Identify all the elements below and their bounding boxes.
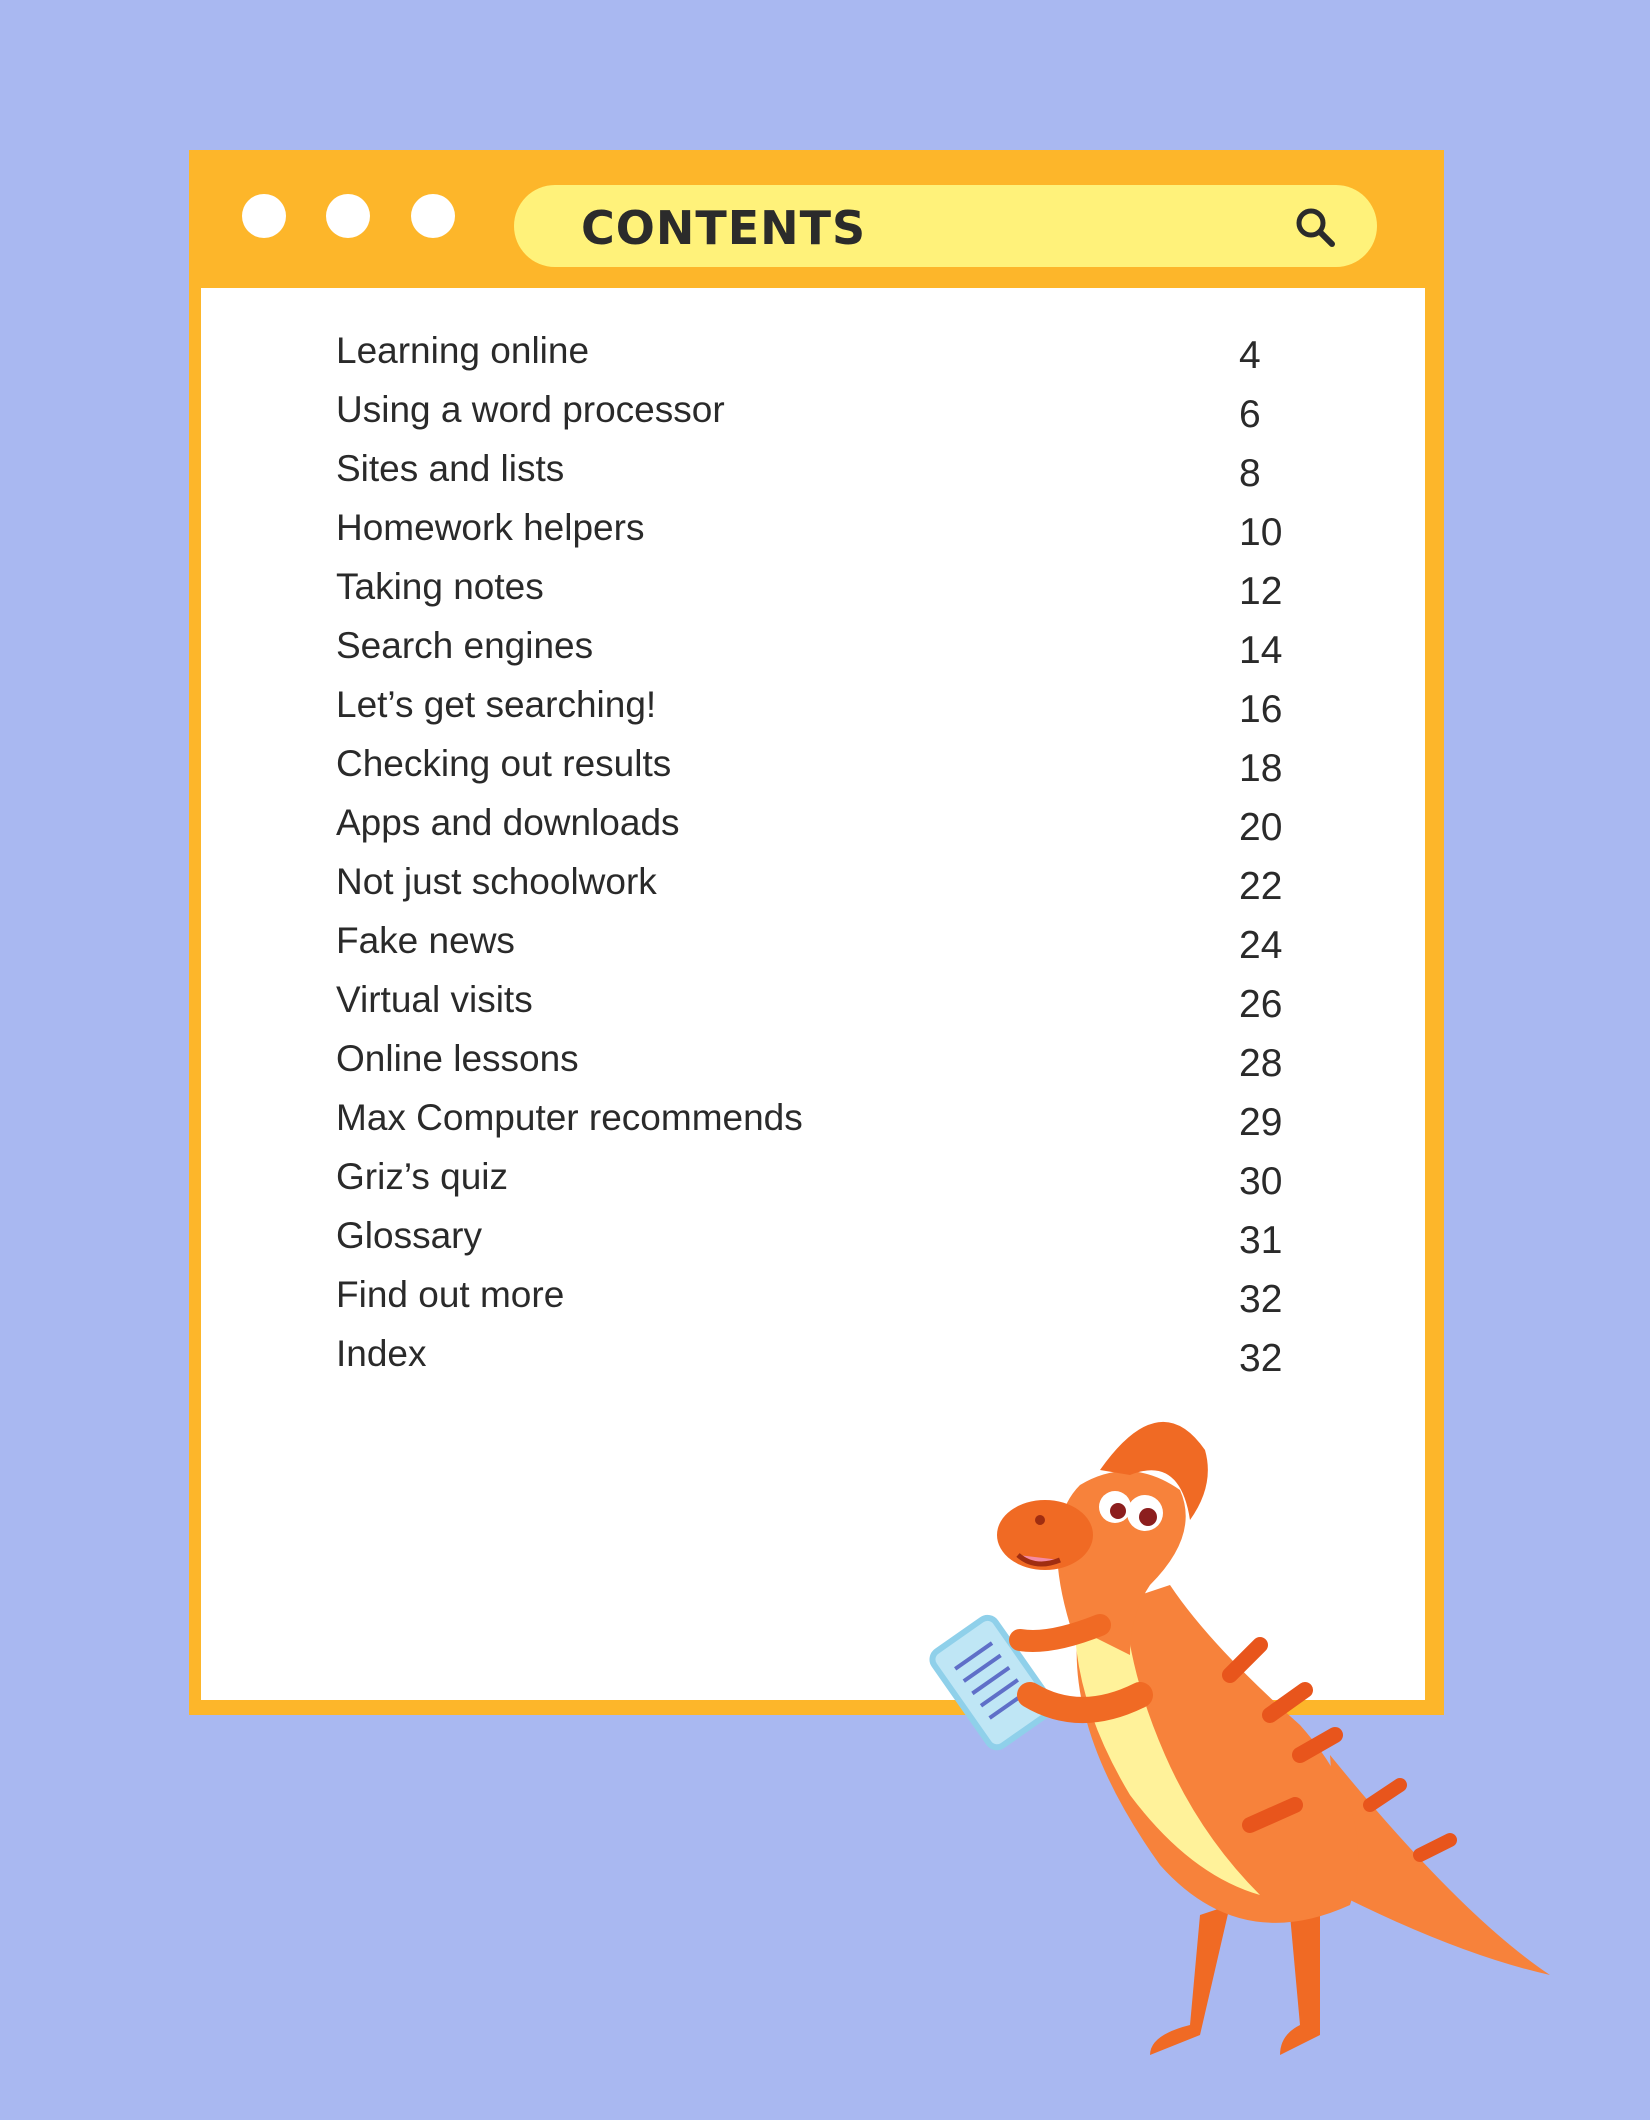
- toc-item[interactable]: [336, 330, 1316, 389]
- toc-item-page: 26: [1239, 983, 1283, 1026]
- table-of-contents: [336, 330, 1316, 1392]
- toc-item-title: Learning online: [336, 330, 590, 371]
- search-icon[interactable]: [1291, 203, 1339, 251]
- toc-item[interactable]: [336, 684, 1316, 743]
- toc-item[interactable]: [336, 566, 1316, 625]
- toc-item-title: Search engines: [336, 625, 594, 666]
- toc-item-page: 29: [1239, 1101, 1283, 1144]
- toc-item-page: 32: [1239, 1337, 1283, 1380]
- toc-item-page: 30: [1239, 1160, 1283, 1203]
- toc-item-page: 14: [1239, 629, 1283, 672]
- toc-item[interactable]: [336, 920, 1316, 979]
- toc-item[interactable]: [336, 1333, 1316, 1392]
- toc-item-title: Online lessons: [336, 1038, 579, 1079]
- toc-item-title: Glossary: [336, 1215, 482, 1256]
- toc-item-title: Find out more: [336, 1274, 565, 1315]
- title-bar: [189, 150, 1444, 280]
- window-dot-2[interactable]: [326, 194, 370, 238]
- toc-item-page: 32: [1239, 1278, 1283, 1321]
- toc-item-title: Using a word processor: [336, 389, 725, 430]
- toc-item[interactable]: [336, 1097, 1316, 1156]
- toc-item-page: 28: [1239, 1042, 1283, 1085]
- toc-item-title: Griz’s quiz: [336, 1156, 509, 1197]
- toc-item-title: Checking out results: [336, 743, 672, 784]
- toc-item[interactable]: [336, 1215, 1316, 1274]
- toc-item[interactable]: [336, 389, 1316, 448]
- toc-item-page: 6: [1239, 393, 1261, 436]
- toc-item-page: 24: [1239, 924, 1283, 967]
- toc-item-title: Not just schoolwork: [336, 861, 657, 902]
- toc-item-title: Index: [336, 1333, 427, 1374]
- toc-item-title: Apps and downloads: [336, 802, 680, 843]
- toc-item-page: 18: [1239, 747, 1283, 790]
- toc-item[interactable]: [336, 625, 1316, 684]
- window-dot-1[interactable]: [242, 194, 286, 238]
- dinosaur-illustration: [900, 1395, 1580, 2075]
- toc-item-title: Sites and lists: [336, 448, 565, 489]
- window-dot-3[interactable]: [411, 194, 455, 238]
- toc-item-title: Taking notes: [336, 566, 544, 607]
- toc-item-title: Fake news: [336, 920, 515, 961]
- toc-item-page: 31: [1239, 1219, 1283, 1262]
- toc-item[interactable]: [336, 1038, 1316, 1097]
- toc-item-title: Let’s get searching!: [336, 684, 657, 725]
- toc-item-page: 22: [1239, 865, 1283, 908]
- toc-item[interactable]: [336, 1156, 1316, 1215]
- toc-item[interactable]: [336, 507, 1316, 566]
- page-title: CONTENTS: [581, 201, 867, 255]
- toc-item-page: 20: [1239, 806, 1283, 849]
- toc-item[interactable]: [336, 802, 1316, 861]
- toc-item-title: Virtual visits: [336, 979, 533, 1020]
- toc-item-page: 10: [1239, 511, 1283, 554]
- toc-item[interactable]: [336, 861, 1316, 920]
- toc-item-page: 12: [1239, 570, 1283, 613]
- toc-item[interactable]: [336, 1274, 1316, 1333]
- toc-item[interactable]: [336, 979, 1316, 1038]
- toc-item-page: 8: [1239, 452, 1261, 495]
- toc-item-page: 16: [1239, 688, 1283, 731]
- toc-item[interactable]: [336, 743, 1316, 802]
- toc-item-title: Homework helpers: [336, 507, 645, 548]
- toc-item[interactable]: [336, 448, 1316, 507]
- toc-item-page: 4: [1239, 334, 1261, 377]
- search-bar[interactable]: [514, 185, 1377, 267]
- toc-item-title: Max Computer recommends: [336, 1097, 803, 1138]
